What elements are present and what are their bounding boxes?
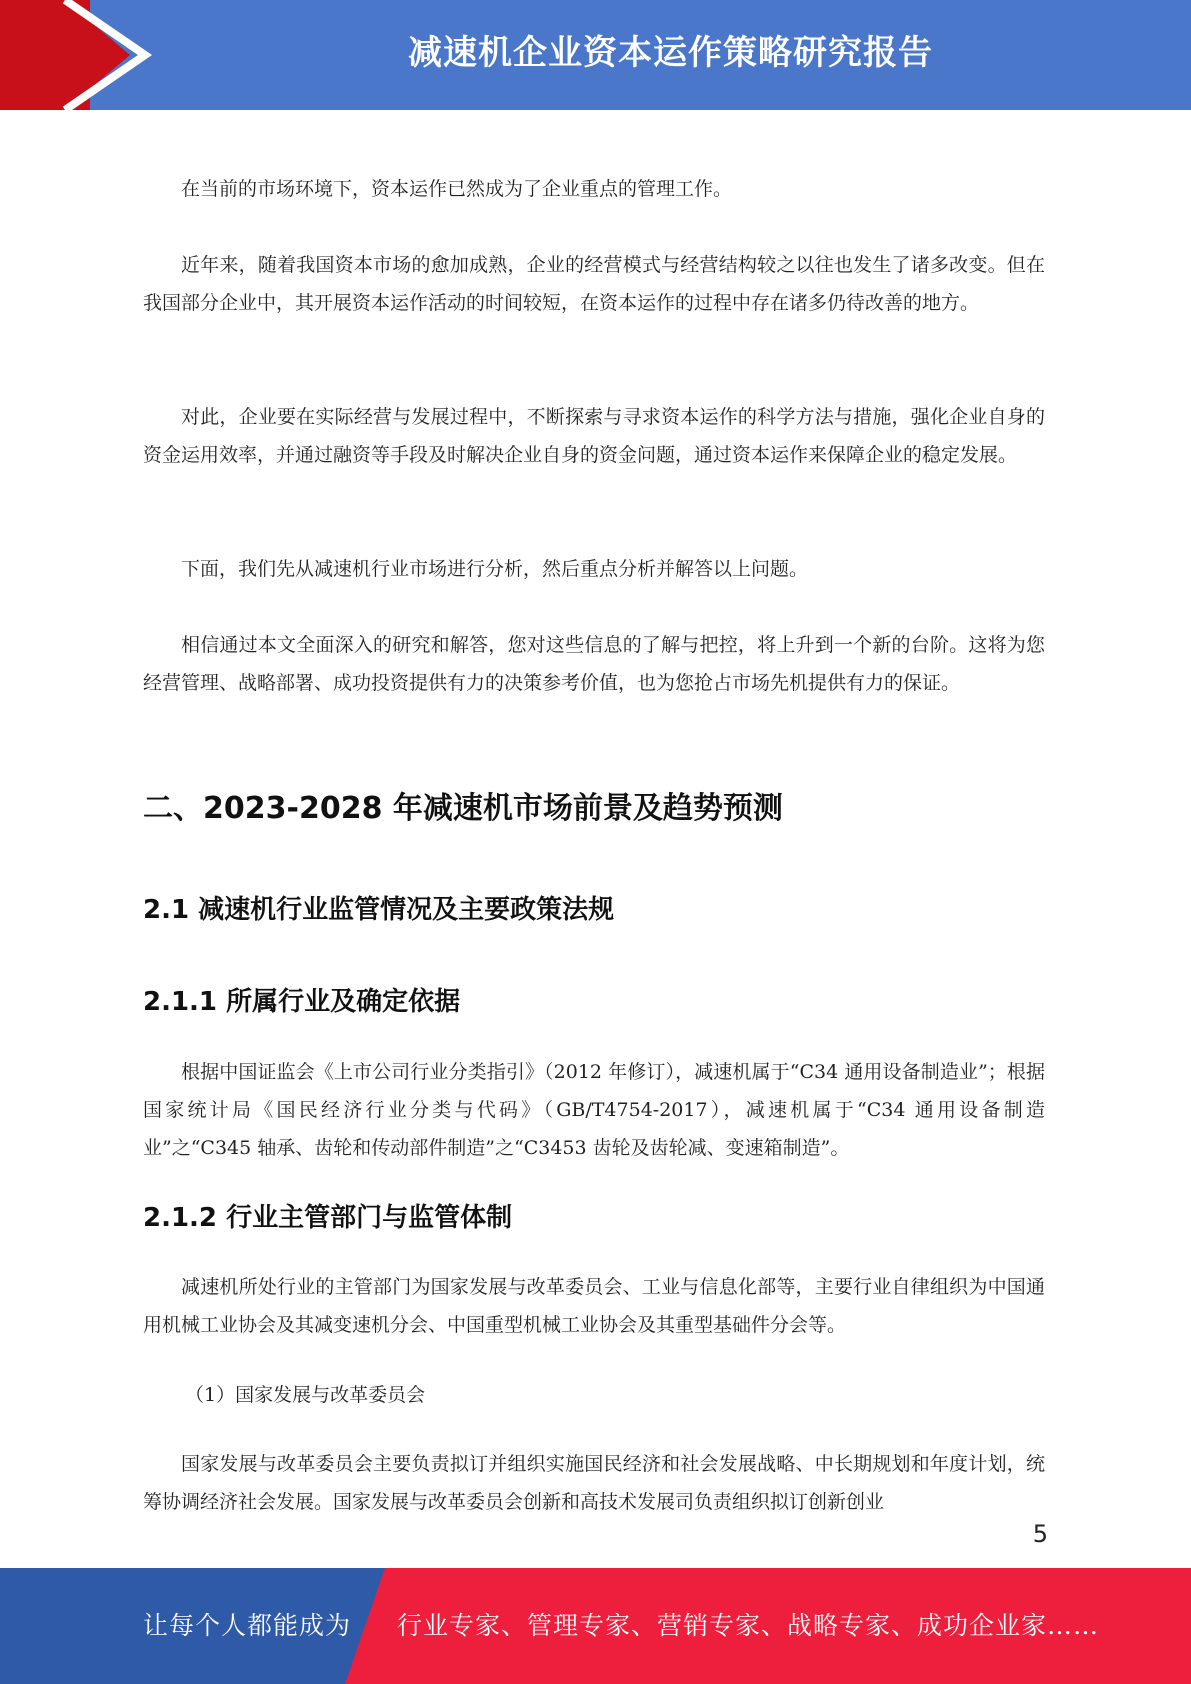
page-header (0, 0, 1191, 110)
subsection-heading: 2.1 减速机行业监管情况及主要政策法规 (143, 895, 615, 925)
header-arrow-icon (0, 0, 160, 110)
paragraph-4: 下面，我们先从减速机行业市场进行分析，然后重点分析并解答以上问题。 (181, 558, 809, 580)
list-item-1: （1）国家发展与改革委员会 (185, 1384, 426, 1406)
footer-slogan-right: 行业专家、管理专家、营销专家、战略专家、成功企业家…… (397, 1611, 1100, 1640)
paragraph-5: 相信通过本文全面深入的研究和解答，您对这些信息的了解与把控，将上升到一个新的台阶。这将为您经营管理、战略部署、成功投资提供有力的决策参考价值，也为您抢占市场先机提供有力的保证。 (143, 634, 1045, 694)
paragraph-2: 近年来，随着我国资本市场的愈加成熟，企业的经营模式与经营结构较之以往也发生了诸多改变。但在我国部分企业中，其开展资本运作活动的时间较短，在资本运作的过程中存在诸多仍待改善的地方。 (143, 254, 1045, 314)
footer-slogan-left: 让每个人都能成为 (143, 1611, 352, 1640)
paragraph-6: 根据中国证监会《上市公司行业分类指引》（2012 年修订），减速机属于“C34 通用设备制造业”；根据国家统计局《国民经济行业分类与代码》（GB/T4754-2017），减速机属于“C34 通用设备制造业”之“C345 轴承、齿轮和传动部件制造”之“C3453 齿轮及齿轮减、变速箱制造”。 (143, 1061, 1045, 1159)
report-title: 减速机企业资本运作策略研究报告 (408, 33, 933, 73)
paragraph-7: 减速机所处行业的主管部门为国家发展与改革委员会、工业与信息化部等，主要行业自律组织为中国通用机械工业协会及其减变速机分会、中国重型机械工业协会及其重型基础件分会等。 (143, 1276, 1045, 1336)
page-footer (0, 1568, 1191, 1684)
paragraph-8: 国家发展与改革委员会主要负责拟订并组织实施国民经济和社会发展战略、中长期规划和年度计划，统筹协调经济社会发展。国家发展与改革委员会创新和高技术发展司负责组织拟订创新创业 (143, 1453, 1045, 1513)
page-number: 5 (1032, 1520, 1048, 1548)
paragraph-3: 对此，企业要在实际经营与发展过程中，不断探索与寻求资本运作的科学方法与措施，强化企业自身的资金运用效率，并通过融资等手段及时解决企业自身的资金问题，通过资本运作来保障企业的稳定发展。 (143, 406, 1045, 466)
paragraph-1: 在当前的市场环境下，资本运作已然成为了企业重点的管理工作。 (181, 178, 733, 200)
subsubsection-heading-1: 2.1.1 所属行业及确定依据 (143, 987, 461, 1017)
section-heading: 二、2023-2028 年减速机市场前景及趋势预测 (143, 791, 783, 826)
subsubsection-heading-2: 2.1.2 行业主管部门与监管体制 (143, 1203, 513, 1233)
